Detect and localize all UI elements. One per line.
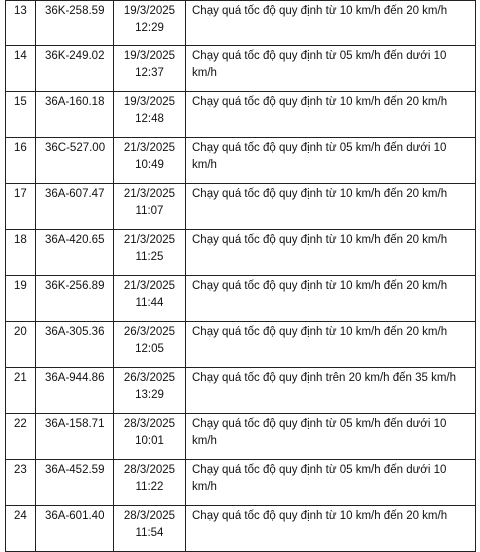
violation-date: 28/3/2025 [123, 510, 176, 522]
license-plate: 36K-258.59 [36, 1, 114, 46]
row-number: 20 [6, 322, 36, 368]
table-row [6, 230, 476, 276]
violation-description: Chạy quá tốc độ quy định từ 10 km/h đến 20 km/h [186, 276, 476, 322]
violation-datetime [114, 184, 186, 230]
violation-date: 21/3/2025 [123, 188, 176, 200]
license-plate: 36A-420.65 [36, 230, 114, 276]
violation-time: 12:37 [135, 67, 164, 79]
violation-time: 11:25 [135, 251, 164, 263]
violation-time: 11:22 [135, 481, 164, 493]
violations-table-container [5, 0, 475, 552]
table-row [6, 276, 476, 322]
license-plate: 36A-452.59 [36, 460, 114, 506]
table-row [6, 322, 476, 368]
table-row [6, 92, 476, 138]
license-plate: 36A-305.36 [36, 322, 114, 368]
violation-time: 12:05 [135, 343, 164, 355]
violation-time: 10:49 [135, 159, 164, 171]
violation-date: 28/3/2025 [123, 418, 176, 430]
violation-date: 26/3/2025 [123, 372, 176, 384]
violation-description: Chạy quá tốc độ quy định từ 10 km/h đến 20 km/h [186, 184, 476, 230]
license-plate: 36A-158.71 [36, 414, 114, 460]
license-plate: 36A-160.18 [36, 92, 114, 138]
table-row [6, 46, 476, 92]
violation-date: 19/3/2025 [123, 5, 176, 17]
violation-date: 19/3/2025 [123, 50, 176, 62]
row-number: 16 [6, 138, 36, 184]
violation-datetime [114, 414, 186, 460]
violation-description: Chạy quá tốc độ quy định từ 05 km/h đến dưới 10 km/h [186, 138, 476, 184]
violation-description: Chạy quá tốc độ quy định từ 10 km/h đến 20 km/h [186, 230, 476, 276]
violation-datetime [114, 322, 186, 368]
violation-description: Chạy quá tốc độ quy định trên 20 km/h đến 35 km/h [186, 368, 476, 414]
row-number: 22 [6, 414, 36, 460]
violation-description: Chạy quá tốc độ quy định từ 05 km/h đến dưới 10 km/h [186, 414, 476, 460]
violation-datetime [114, 46, 186, 92]
violation-time: 11:44 [135, 297, 164, 309]
violation-datetime [114, 1, 186, 46]
table-row [6, 506, 476, 552]
row-number: 24 [6, 506, 36, 552]
violation-datetime [114, 92, 186, 138]
violations-table [5, 0, 476, 552]
violation-description: Chạy quá tốc độ quy định từ 05 km/h đến dưới 10 km/h [186, 46, 476, 92]
row-number: 23 [6, 460, 36, 506]
violation-datetime [114, 138, 186, 184]
violation-date: 21/3/2025 [123, 280, 176, 292]
violation-time: 12:48 [135, 113, 164, 125]
row-number: 21 [6, 368, 36, 414]
table-row [6, 460, 476, 506]
license-plate: 36A-607.47 [36, 184, 114, 230]
violation-date: 21/3/2025 [123, 142, 176, 154]
table-row [6, 184, 476, 230]
violation-description: Chạy quá tốc độ quy định từ 05 km/h đến dưới 10 km/h [186, 460, 476, 506]
violation-description: Chạy quá tốc độ quy định từ 10 km/h đến 20 km/h [186, 1, 476, 46]
violation-time: 11:07 [135, 205, 164, 217]
row-number: 13 [6, 1, 36, 46]
row-number: 19 [6, 276, 36, 322]
row-number: 18 [6, 230, 36, 276]
violation-datetime [114, 230, 186, 276]
violation-date: 19/3/2025 [123, 96, 176, 108]
license-plate: 36A-601.40 [36, 506, 114, 552]
table-row [6, 368, 476, 414]
violation-description: Chạy quá tốc độ quy định từ 10 km/h đến 20 km/h [186, 322, 476, 368]
license-plate: 36A-944.86 [36, 368, 114, 414]
row-number: 17 [6, 184, 36, 230]
violation-description: Chạy quá tốc độ quy định từ 10 km/h đến 20 km/h [186, 92, 476, 138]
table-row [6, 1, 476, 46]
violation-time: 12:29 [135, 22, 164, 34]
violation-date: 26/3/2025 [123, 326, 176, 338]
violation-datetime [114, 276, 186, 322]
license-plate: 36K-256.89 [36, 276, 114, 322]
table-row [6, 414, 476, 460]
violation-time: 13:29 [135, 389, 164, 401]
license-plate: 36K-249.02 [36, 46, 114, 92]
license-plate: 36C-527.00 [36, 138, 114, 184]
violation-time: 11:54 [135, 527, 164, 539]
row-number: 15 [6, 92, 36, 138]
row-number: 14 [6, 46, 36, 92]
violation-date: 21/3/2025 [123, 234, 176, 246]
violation-description: Chạy quá tốc độ quy định từ 10 km/h đến 20 km/h [186, 506, 476, 552]
violation-datetime [114, 368, 186, 414]
violation-datetime [114, 506, 186, 552]
table-row [6, 138, 476, 184]
violation-datetime [114, 460, 186, 506]
violation-time: 10:01 [135, 435, 164, 447]
violation-date: 28/3/2025 [123, 464, 176, 476]
